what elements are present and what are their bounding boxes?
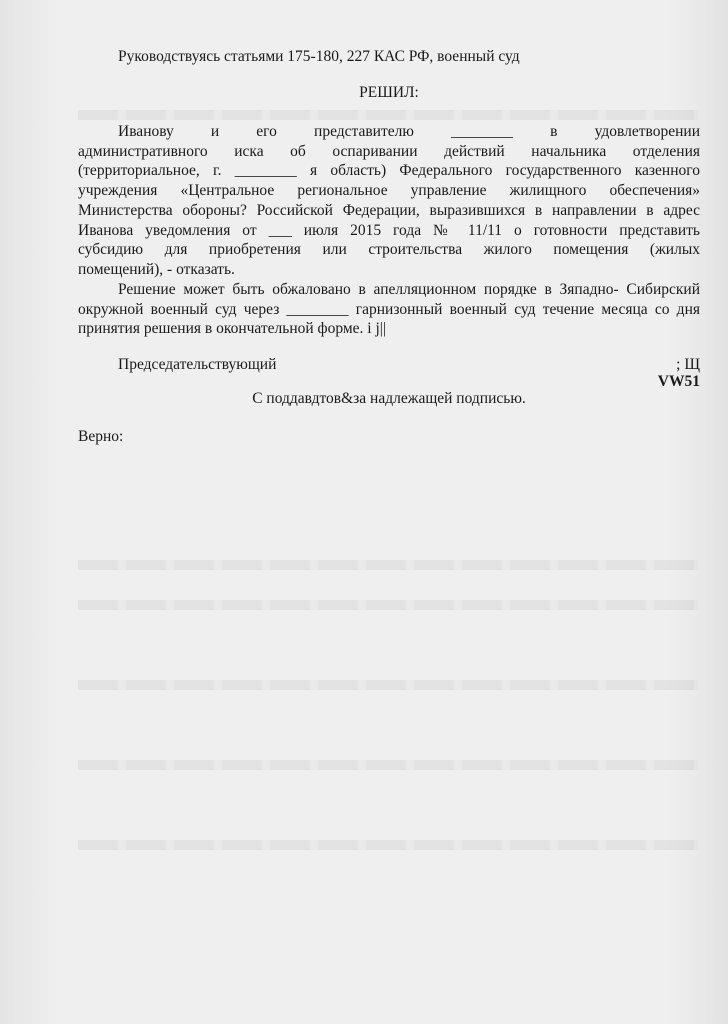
- decision-line: учреждения «Центральное региональное управление жилищного обеспечения»: [78, 182, 700, 200]
- decision-heading: РЕШИЛ:: [359, 84, 419, 101]
- decision-line: (территориальное, г. ________ я область) Федерального государственного казенного: [78, 162, 700, 180]
- bleed-through-text: [78, 680, 698, 690]
- original-note: С поддавдтов&за надлежащей подписью.: [252, 390, 526, 407]
- signature-mark: ; Щ: [676, 356, 700, 373]
- appeal-line: принятия решения в окончательной форме. i j||: [78, 320, 386, 338]
- appeal-line: окружной военный суд через ________ гарнизонный военный суд течение месяца со дня: [78, 300, 700, 318]
- signature-code: VW51: [657, 373, 700, 390]
- certified-label: Верно:: [78, 428, 124, 445]
- appeal-line: Решение может быть обжаловано в апелляционном порядке в Зяпадно- Сибирский: [118, 281, 700, 298]
- bleed-through-text: [78, 840, 698, 850]
- decision-line: субсидию для приобретения или строительства жилого помещения (жилых: [78, 241, 700, 259]
- decision-line: Иванову и его представителю ________ в удовлетворении: [118, 123, 700, 140]
- bleed-through-text: [78, 760, 698, 770]
- bleed-through-text: [78, 560, 698, 570]
- decision-line: Иванова уведомления от ___ июля 2015 года № 11/11 о готовности представить: [78, 221, 700, 239]
- decision-line: Министерства обороны? Российской Федерации, выразившихся в направлении в адрес: [78, 201, 700, 219]
- intro-text: Руководствуясь статьями 175-180, 227 КАС РФ, военный суд: [118, 48, 520, 65]
- bleed-through-text: [78, 110, 698, 120]
- presiding-label: Председательствующий: [118, 356, 277, 373]
- bleed-through-text: [78, 600, 698, 610]
- decision-line: административного иска об оспаривании действий начальника отделения: [78, 142, 700, 160]
- decision-line: помещений), - отказать.: [78, 260, 235, 278]
